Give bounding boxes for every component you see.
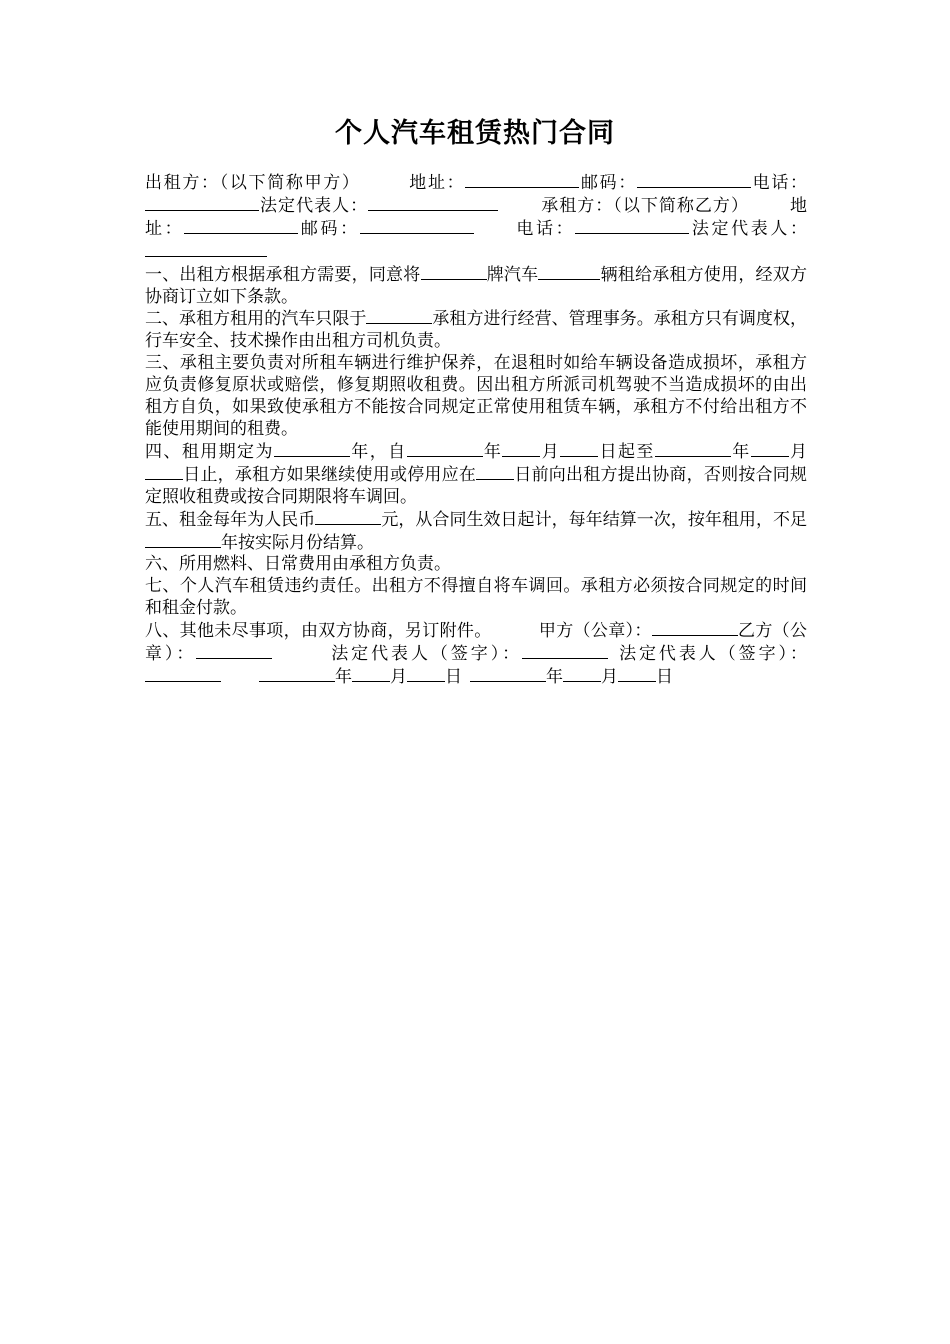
clause-4 bbox=[145, 441, 807, 509]
plate-number-blank bbox=[421, 264, 487, 280]
clause-1 bbox=[145, 264, 807, 309]
clause-4-text-d: 日前向出租方提出协商，否则按合同规定照收租费或按合同期限将车调回。 bbox=[145, 464, 808, 507]
lessee-postcode-blank bbox=[360, 218, 474, 234]
lessee-phone-label: 电话： bbox=[513, 218, 576, 239]
clause-2-text-a: 二、承租方租用的汽车只限于 bbox=[145, 309, 367, 330]
clause-5-text-b: 元，从合同生效日起计，每年结算一次，按年租用，不足 bbox=[381, 509, 808, 530]
clause-1-text-b: 牌汽车 bbox=[486, 264, 539, 285]
clause-8-text: 八、其他未尽事项，由双方协商，另订附件。 bbox=[145, 621, 492, 642]
clause-4-text-c: 日止，承租方如果继续使用或停用应在 bbox=[183, 464, 477, 485]
party-b-seal-label: 乙方（公章）： bbox=[145, 621, 807, 665]
party-b-legal-rep-sign-label: 法定代表人（签字）： bbox=[616, 644, 807, 665]
document-title: 个人汽车租赁热门合同 bbox=[335, 118, 615, 149]
clause-1-text-a: 一、出租方根据承租方需要，同意将 bbox=[145, 264, 421, 285]
start-day-blank bbox=[560, 441, 598, 457]
party-a-sign-month-blank bbox=[352, 666, 390, 682]
party-b-sign-day-blank bbox=[618, 666, 656, 682]
lessee-legal-rep-blank bbox=[145, 241, 267, 257]
party-a-legal-rep-sign-label: 法定代表人（签字）： bbox=[328, 644, 523, 665]
party-a-seal-label: 甲方（公章）： bbox=[538, 621, 652, 642]
clause-4-text-a: 四、租用期定为 bbox=[145, 441, 274, 462]
clause-5-text-a: 五、租金每年为人民币 bbox=[145, 509, 316, 530]
lessor-address-blank bbox=[465, 172, 579, 188]
lessee-intro: 承租方：（以下简称乙方） bbox=[540, 195, 749, 216]
start-year-blank bbox=[407, 441, 483, 457]
end-year-label: 年 bbox=[730, 441, 751, 462]
lessor-postcode-label: 邮码： bbox=[579, 173, 637, 193]
header-paragraph bbox=[145, 172, 807, 264]
clause-1-text-c: 辆租给承租方使用，经双方协商订立如下条款。 bbox=[145, 264, 807, 307]
party-b-day-label: 日 bbox=[656, 666, 673, 687]
start-month-blank bbox=[502, 441, 540, 457]
lessor-postcode-blank bbox=[637, 172, 751, 188]
clause-2 bbox=[145, 308, 807, 353]
end-day-blank bbox=[145, 464, 183, 480]
party-a-sign-year-blank bbox=[259, 666, 335, 682]
lessor-phone-label: 电话： bbox=[751, 173, 808, 193]
party-b-sign-year-blank bbox=[470, 666, 546, 682]
lessee-postcode-label: 邮码： bbox=[298, 218, 360, 239]
party-a-legal-rep-sign-blank bbox=[522, 643, 608, 659]
party-a-seal-blank bbox=[652, 620, 738, 636]
vehicle-count-blank bbox=[538, 264, 600, 280]
lessee-phone-blank bbox=[575, 218, 689, 234]
lessee-address-label: 地址： bbox=[145, 195, 808, 239]
clause-5-text-c: 年按实际月份结算。 bbox=[221, 532, 374, 553]
end-month-label: 月 bbox=[788, 441, 808, 462]
term-years-blank bbox=[274, 441, 350, 457]
start-year-label: 年 bbox=[482, 441, 503, 462]
party-b-legal-rep-sign-blank bbox=[145, 666, 221, 682]
lessee-address-blank bbox=[184, 218, 298, 234]
lessor-phone-blank bbox=[145, 195, 259, 211]
start-month-label: 月 bbox=[540, 441, 561, 462]
clause-6: 六、所用燃料、日常费用由承租方负责。 bbox=[145, 554, 451, 575]
partial-year-blank bbox=[145, 532, 221, 548]
lessee-legal-rep-label: 法定代表人： bbox=[689, 218, 807, 239]
clause-7: 七、个人汽车租赁违约责任。出租方不得擅自将车调回。承租方必须按合同规定的时间和租金付款。 bbox=[145, 576, 807, 619]
clause-5 bbox=[145, 509, 807, 555]
party-a-year-label: 年 bbox=[335, 666, 352, 687]
clause-8-signatures bbox=[145, 620, 807, 689]
end-year-blank bbox=[655, 441, 731, 457]
contract-body bbox=[145, 172, 807, 689]
end-month-blank bbox=[751, 441, 789, 457]
party-b-sign-month-blank bbox=[563, 666, 601, 682]
clause-2-text-b: 承租方进行经营、管理事务。承租方只有调度权，行车安全、技术操作由出租方司机负责。 bbox=[145, 309, 808, 352]
lessor-address-label: 地址： bbox=[407, 173, 466, 193]
clause-4-text-b: 年，自 bbox=[349, 441, 407, 462]
party-b-month-label: 月 bbox=[601, 666, 618, 687]
party-b-seal-blank bbox=[196, 643, 272, 659]
party-a-month-label: 月 bbox=[390, 666, 407, 687]
clause-3: 三、承租主要负责对所租车辆进行维护保养，在退租时如给车辆设备造成损坏，承租方应负责修复原状或赔偿，修复期照收租费。因出租方所派司机驾驶不当造成损坏的由出租方自负，如果致使承租方不能按合同规定正常使用租赁车辆，承租方不付给出租方不能使用期间的租费。 bbox=[145, 353, 807, 439]
lessor-legal-rep-blank bbox=[368, 195, 498, 211]
start-day-label: 日起至 bbox=[598, 441, 655, 462]
party-a-sign-day-blank bbox=[407, 666, 445, 682]
party-a-day-label: 日 bbox=[445, 666, 462, 687]
usage-scope-blank bbox=[366, 308, 432, 324]
notice-days-blank bbox=[476, 464, 514, 480]
lessor-intro: 出租方：（以下简称甲方） bbox=[145, 173, 361, 193]
lessor-legal-rep-label: 法定代表人： bbox=[259, 195, 369, 216]
party-b-year-label: 年 bbox=[546, 666, 563, 687]
rent-amount-blank bbox=[315, 509, 381, 525]
